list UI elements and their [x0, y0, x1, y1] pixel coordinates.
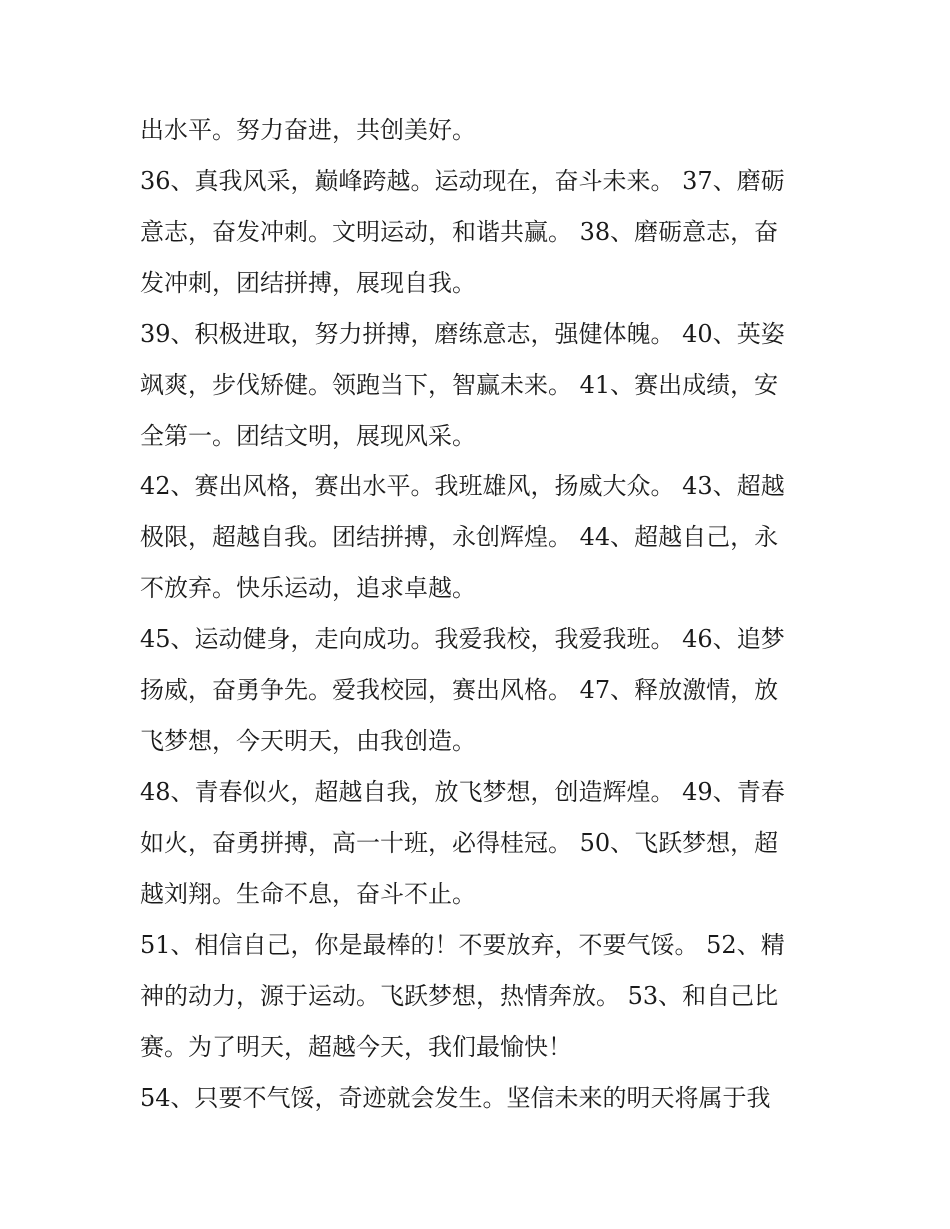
text-line: 36、真我风采，巅峰跨越。运动现在，奋斗未来。 37、磨砺	[140, 167, 785, 195]
text-line: 不放弃。快乐运动，追求卓越。	[140, 574, 476, 602]
text-line: 51、相信自己，你是最棒的！不要放弃，不要气馁。 52、精	[140, 931, 785, 959]
text-line: 越刘翔。生命不息，奋斗不止。	[140, 880, 476, 908]
text-line: 45、运动健身，走向成功。我爱我校，我爱我班。 46、追梦	[140, 625, 785, 653]
text-line: 扬威，奋勇争先。爱我校园，赛出风格。 47、释放激情，放	[140, 676, 779, 704]
text-line: 全第一。团结文明，展现风采。	[140, 422, 476, 450]
text-line: 飒爽，步伐矫健。领跑当下，智赢未来。 41、赛出成绩，安	[140, 371, 779, 399]
text-line: 神的动力，源于运动。飞跃梦想，热情奔放。 53、和自己比	[140, 982, 779, 1010]
text-line: 如火，奋勇拼搏，高一十班，必得桂冠。 50、飞跃梦想，超	[140, 829, 779, 857]
text-line: 极限，超越自我。团结拼搏，永创辉煌。 44、超越自己，永	[140, 523, 779, 551]
text-line: 发冲刺，团结拼搏，展现自我。	[140, 269, 476, 297]
text-line: 42、赛出风格，赛出水平。我班雄风，扬威大众。 43、超越	[140, 472, 785, 500]
text-line: 39、积极进取，努力拼搏，磨练意志，强健体魄。 40、英姿	[140, 320, 785, 348]
text-line: 出水平。努力奋进，共创美好。	[140, 116, 476, 144]
text-line: 54、只要不气馁，奇迹就会发生。坚信未来的明天将属于我	[140, 1084, 771, 1112]
text-line: 赛。为了明天，超越今天，我们最愉快！	[140, 1033, 572, 1061]
text-line: 意志，奋发冲刺。文明运动，和谐共赢。 38、磨砺意志，奋	[140, 218, 779, 246]
text-line: 飞梦想，今天明天，由我创造。	[140, 727, 476, 755]
text-line: 48、青春似火，超越自我，放飞梦想，创造辉煌。 49、青春	[140, 778, 785, 806]
